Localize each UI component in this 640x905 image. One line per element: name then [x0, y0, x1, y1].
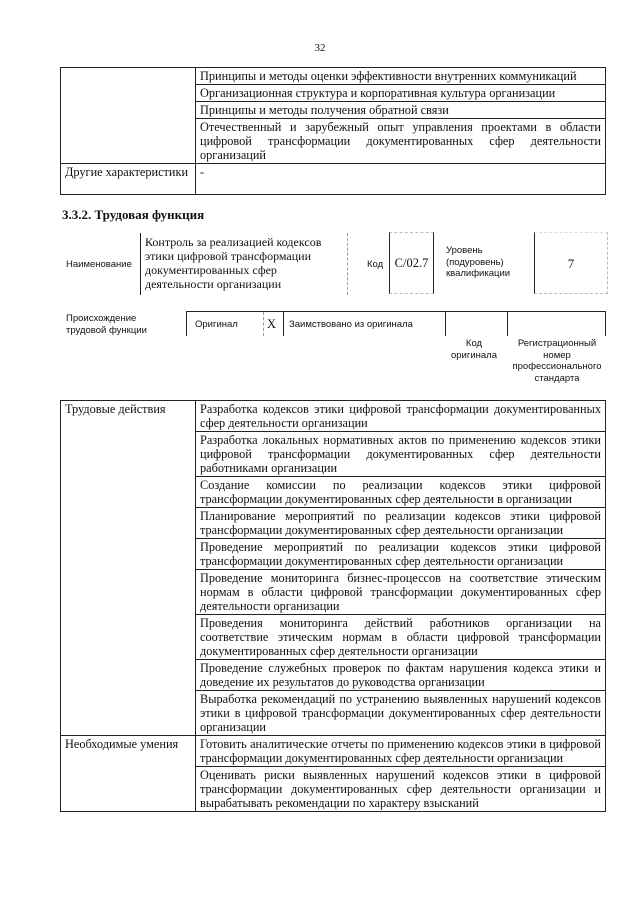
- list-item: Проведение мероприятий по реализации кодексов этики цифровой трансформации документированных сфер деятельности организации: [196, 539, 606, 570]
- list-item: Разработка локальных нормативных актов по применению кодексов этики цифровой трансформации документированных сфер деятельности работниками организации: [196, 432, 606, 477]
- list-item: Готовить аналитические отчеты по применению кодексов этики в цифровой трансформации документированных сфер деятельности организации: [196, 736, 606, 767]
- level-label: Уровень (подуровень) квалификации: [446, 245, 511, 279]
- code-original-caption: Код оригинала: [450, 338, 497, 361]
- list-item: Разработка кодексов этики цифровой трансформации документированных сфер деятельности организации: [196, 401, 606, 432]
- origin-row: [186, 311, 606, 336]
- divider: [445, 312, 446, 336]
- list-item: Оценивать риски выявленных нарушений кодексов этики в цифровой трансформации документированных сфер деятельности организации и вырабатывать рекомендации по характеру взысканий: [196, 767, 606, 812]
- list-item: Создание комиссии по реализации кодексов этики цифровой трансформации документированных сфер деятельности в организации: [196, 477, 606, 508]
- qualification-level: 7: [534, 232, 608, 294]
- labor-function-table: [60, 400, 606, 812]
- knowledge-table-continued: [60, 67, 606, 195]
- labor-actions-label: Трудовые действия: [61, 401, 196, 736]
- page-number: 32: [314, 42, 326, 54]
- table-row: [61, 164, 606, 195]
- other-characteristics-value: -: [196, 164, 606, 195]
- list-item: Проведения мониторинга действий работников организации на соответствие этическим нормам в области цифровой трансформации документированных сфер деятельности организации: [196, 615, 606, 660]
- code-label: Код: [367, 259, 384, 270]
- origin-label: Происхождение трудовой функции: [66, 313, 147, 336]
- name-label: Наименование: [66, 259, 132, 270]
- divider: [507, 312, 508, 336]
- table-row: [61, 401, 606, 432]
- row-label: [61, 68, 196, 164]
- list-item: Проведение служебных проверок по фактам нарушения кодекса этики и доведение их результатов до руководства организации: [196, 660, 606, 691]
- origin-mark: X: [267, 317, 277, 331]
- function-code: С/02.7: [389, 232, 434, 294]
- table-row: [61, 68, 606, 85]
- row-value: Организационная структура и корпоративная культура организации: [196, 85, 606, 102]
- section-title: 3.3.2. Трудовая функция: [62, 207, 205, 222]
- registration-number-caption: Регистрационный номер профессионального стандарта: [512, 338, 602, 384]
- row-value: Принципы и методы получения обратной связи: [196, 102, 606, 119]
- original-label: Оригинал: [195, 319, 238, 330]
- divider: [263, 312, 264, 336]
- row-value: Отечественный и зарубежный опыт управления проектами в области цифровой трансформации документированных сфер деятельности организаций: [196, 119, 606, 164]
- table-row: [61, 736, 606, 767]
- borrowed-label: Заимствовано из оригинала: [289, 319, 413, 330]
- function-name: Контроль за реализацией кодексов этики цифровой трансформации документированных сфер деятельности организации: [140, 233, 348, 295]
- list-item: Выработка рекомендаций по устранению выявленных нарушений кодексов этики в цифровой трансформации документированных сфер деятельности организации: [196, 691, 606, 736]
- divider: [283, 312, 284, 336]
- list-item: Планирование мероприятий по реализации кодексов этики цифровой трансформации документированных сфер деятельности организации: [196, 508, 606, 539]
- required-skills-label: Необходимые умения: [61, 736, 196, 812]
- list-item: Проведение мониторинга бизнес-процессов на соответствие этическим нормам в области цифровой трансформации документированных сфер деятельности организации: [196, 570, 606, 615]
- row-value: Принципы и методы оценки эффективности внутренних коммуникаций: [196, 68, 606, 85]
- other-characteristics-label: Другие характеристики: [61, 164, 196, 195]
